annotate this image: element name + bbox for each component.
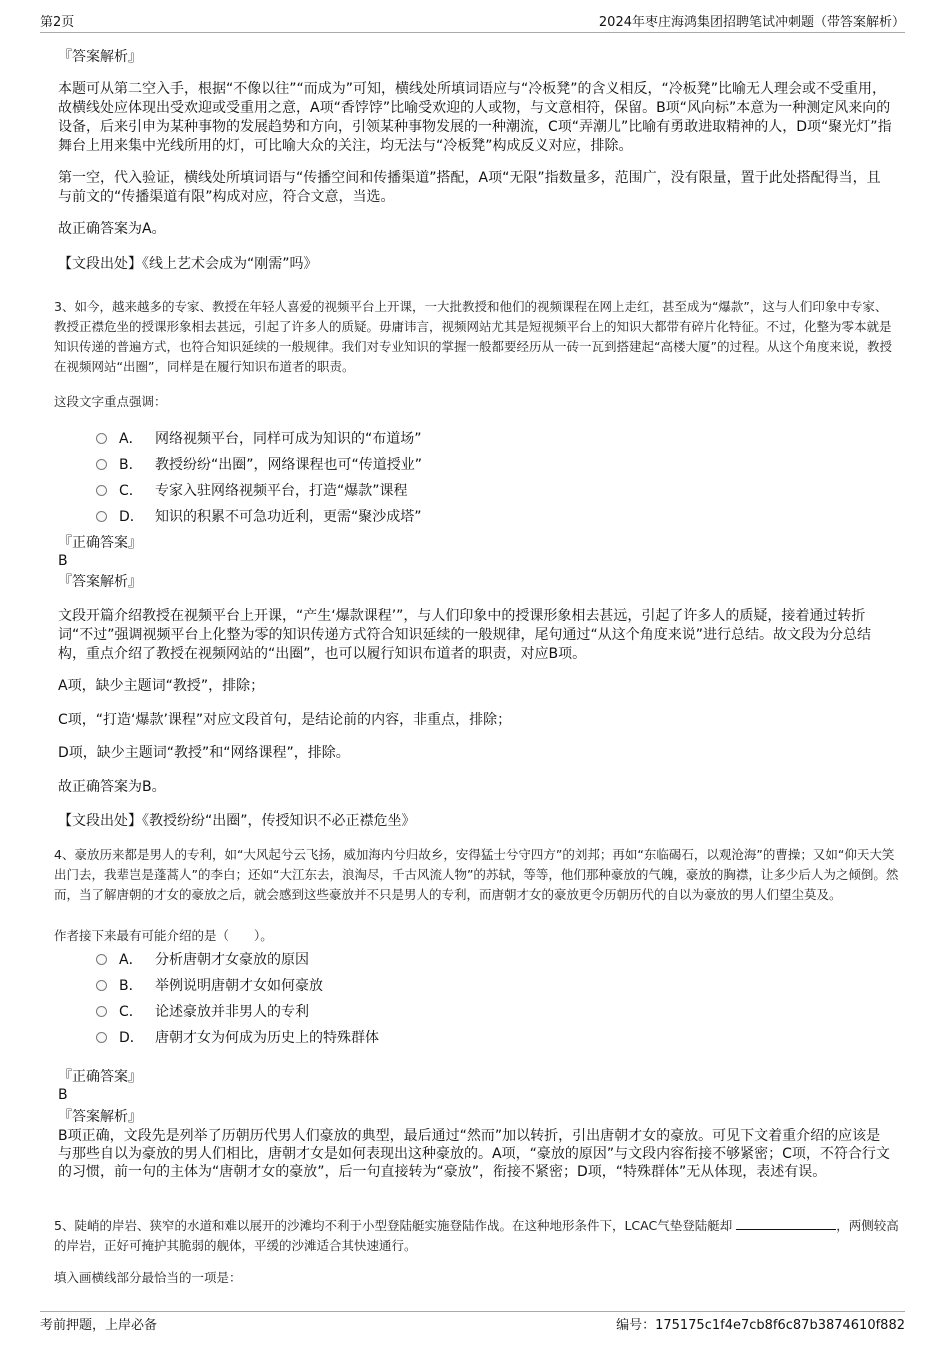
analysis-paragraph: 本题可从第二空入手，根据“不像以往”“而成为”可知，横线处所填词语应与“冷板凳”的含义相反，“冷板凳”比喻无人理会或不受重用，故横线处应体现出受欢迎或受重用之意，A项“香饽饽”比喻受欢迎的人或物，与文意相符，保留。B项“风向标”本意为一种测定风来向的设备，后来引申为某种事物的发展趋势和方向，引领某种事物发展的一种潮流，C项“弄潮儿”比喻有勇敢进取精神的人，D项“聚光灯”指舞台上用来集中光线所用的灯，可比喻大众的关注，均无法与“冷板凳”构成反义对应，排除。 bbox=[58, 81, 892, 154]
fill-blank bbox=[736, 1229, 836, 1230]
option-b[interactable]: B． 教授纷纷“出圈”，网络课程也可“传道授业” bbox=[96, 454, 422, 474]
radio-icon[interactable] bbox=[96, 954, 107, 965]
analysis-note: A项，缺少主题词“教授”，排除； bbox=[58, 678, 265, 694]
analysis-note: C项，“打造‘爆款’课程”对应文段首句，是结论前的内容，非重点，排除； bbox=[58, 712, 512, 728]
option-d[interactable]: D． 知识的积累不可急功近利，更需“聚沙成塔” bbox=[96, 506, 422, 526]
option-c[interactable]: C． 专家入驻网络视频平台，打造“爆款”课程 bbox=[96, 480, 408, 500]
radio-icon[interactable] bbox=[96, 1032, 107, 1043]
analysis-paragraph: 第一空，代入验证，横线处所填词语与“传播空间和传播渠道”搭配，A项“无限”指数量多，范围广，没有限量，置于此处搭配得当，且与前文的“传播渠道有限”构成对应，符合文意，当选。 bbox=[58, 170, 881, 205]
radio-icon[interactable] bbox=[96, 511, 107, 522]
question-stem: 3、如今，越来越多的专家、教授在年轻人喜爱的视频平台上开课，一大批教授和他们的视频课程在网上走红，甚至成为“爆款”，这与人们印象中专家、教授正襟危坐的授课形象相去甚远，引起了许多人的质疑。毋庸讳言，视频网站尤其是短视频平台上的知识大都带有碎片化特征。不过，化整为零本就是知识传递的普遍方式，也符合知识延续的一般规律。我们对专业知识的掌握一般都要经历从一砖一瓦到搭建起“高楼大厦”的过程。从这个角度来说，教授在视频网站“出圈”，同样是在履行知识布道者的职责。 bbox=[54, 299, 892, 374]
answer: B bbox=[58, 1087, 68, 1103]
analysis-label: 『答案解析』 bbox=[58, 574, 142, 590]
radio-icon[interactable] bbox=[96, 433, 107, 444]
radio-icon[interactable] bbox=[96, 485, 107, 496]
conclusion: 故正确答案为B。 bbox=[58, 779, 166, 795]
analysis-label: 『答案解析』 bbox=[58, 1109, 142, 1125]
footer-slogan: 考前押题，上岸必备 bbox=[40, 1318, 158, 1333]
option-c[interactable]: C． 论述豪放并非男人的专利 bbox=[96, 1001, 309, 1021]
option-a[interactable]: A． 分析唐朝才女豪放的原因 bbox=[96, 949, 309, 969]
analysis-label: 『答案解析』 bbox=[58, 49, 142, 65]
page-number: 第2页 bbox=[40, 15, 75, 30]
source: 【文段出处】《教授纷纷“出圈”，传授知识不必正襟危坐》 bbox=[58, 813, 416, 829]
option-b[interactable]: B． 举例说明唐朝才女如何豪放 bbox=[96, 975, 323, 995]
analysis-paragraph: B项正确，文段先是列举了历朝历代男人们豪放的典型，最后通过“然而”加以转折，引出唐朝才女的豪放。可见下文着重介绍的应该是与那些自以为豪放的男人们相比，唐朝才女是如何表现出这种豪放的。A项，“豪放的原因”与文段内容衔接不够紧密；C项，不符合行文的习惯，前一句的主体为“唐朝才女的豪放”，后一句直接转为“豪放”，衔接不紧密；D项，“特殊群体”无从体现，表述有误。 bbox=[58, 1128, 890, 1180]
question-stem: 4、豪放历来都是男人的专利，如“大风起兮云飞扬，威加海内兮归故乡，安得猛士兮守四方”的刘邦；再如“东临碣石，以观沧海”的曹操；又如“仰天大笑出门去，我辈岂是蓬蒿人”的李白；还如“大江东去，浪淘尽，千古风流人物”的苏轼，等等，他们那种豪放的气魄，豪放的胸襟，让多少后人为之倾倒。然而，当了解唐朝的才女的豪放之后，就会感到这些豪放并不只是男人的专利，而唐朝才女的豪放更令历朝历代的自以为豪放的男人们望尘莫及。 bbox=[54, 847, 899, 902]
document-id: 编号：175175c1f4e7cb8f6c87b3874610f882 bbox=[616, 1318, 905, 1333]
option-d[interactable]: D． 唐朝才女为何成为历史上的特殊群体 bbox=[96, 1027, 379, 1047]
option-a[interactable]: A． 网络视频平台，同样可成为知识的“布道场” bbox=[96, 428, 422, 448]
document-title: 2024年枣庄海鸿集团招聘笔试冲刺题（带答案解析） bbox=[598, 15, 905, 30]
radio-icon[interactable] bbox=[96, 1006, 107, 1017]
question-stem: 5、陡峭的岸岩、狭窄的水道和难以展开的沙滩均不利于小型登陆艇实施登陆作战。在这种地形条件下，LCAC气垫登陆艇却 ，两侧较高的岸岩，正好可掩护其脆弱的舰体，平缓的沙滩适合其快速通行。 bbox=[54, 1218, 899, 1253]
conclusion: 故正确答案为A。 bbox=[58, 221, 166, 237]
answer-label: 『正确答案』 bbox=[58, 535, 142, 551]
radio-icon[interactable] bbox=[96, 459, 107, 470]
answer: B bbox=[58, 553, 68, 569]
analysis-paragraph: 文段开篇介绍教授在视频平台上开课，“产生‘爆款课程’”，与人们印象中的授课形象相去甚远，引起了许多人的质疑，接着通过转折词“不过”强调视频平台上化整为零的知识传递方式符合知识延续的一般规律，尾句通过“从这个角度来说”进行总结。故文段为分总结构，重点介绍了教授在视频网站的“出圈”，也可以履行知识布道者的职责，对应B项。 bbox=[58, 608, 872, 662]
footer-divider bbox=[40, 1311, 905, 1312]
radio-icon[interactable] bbox=[96, 980, 107, 991]
question-prompt: 作者接下来最有可能介绍的是（ ）。 bbox=[54, 928, 273, 943]
answer-label: 『正确答案』 bbox=[58, 1069, 142, 1085]
question-prompt: 这段文字重点强调： bbox=[54, 394, 167, 409]
question-prompt: 填入画横线部分最恰当的一项是： bbox=[54, 1270, 242, 1285]
analysis-note: D项，缺少主题词“教授”和“网络课程”，排除。 bbox=[58, 745, 350, 761]
header-divider bbox=[40, 32, 905, 33]
source: 【文段出处】《线上艺术会成为“刚需”吗》 bbox=[58, 256, 318, 272]
